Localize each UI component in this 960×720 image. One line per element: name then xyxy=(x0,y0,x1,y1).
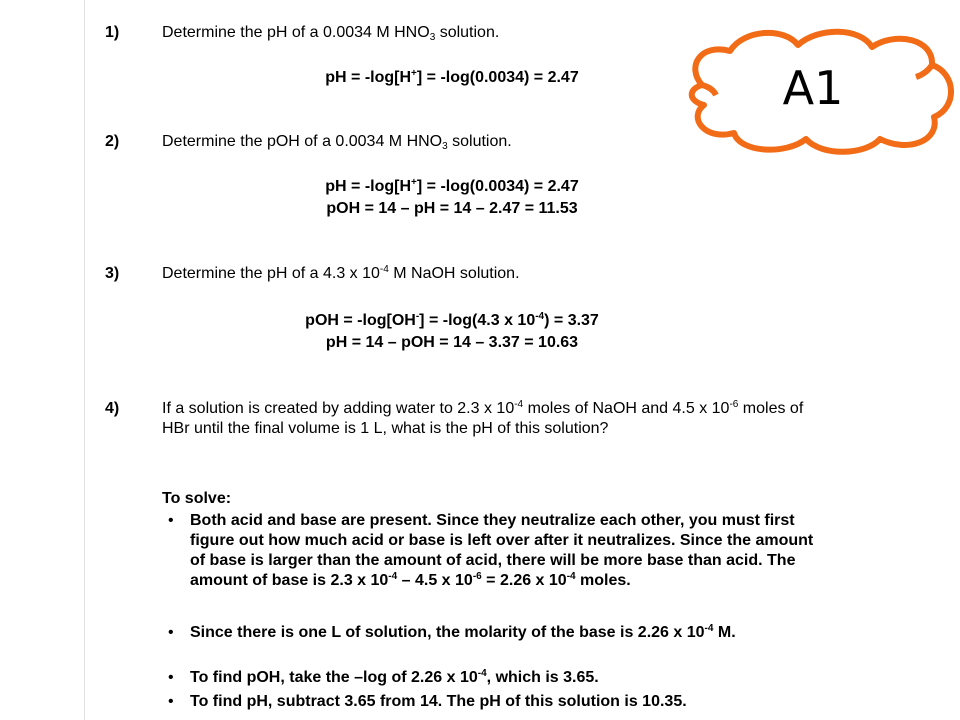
question-1-text: Determine the pH of a 0.0034 M $HNO_3$ solution. xyxy=(162,24,500,43)
question-3-number: 3) xyxy=(105,265,120,282)
bullet-3-text: To find pOH, take the –log of 2.26 x $10^{-4}$, which is 3.65. xyxy=(190,668,599,686)
question-2-number: 2) xyxy=(105,133,120,150)
question-2-answer-line-2: pOH = 14 – pH = 14 – 2.47 = 11.53 xyxy=(326,200,578,217)
badge-label: A1 xyxy=(782,61,844,115)
question-3-answer-line-2: pH = 14 – pOH = 14 – 3.37 = 10.63 xyxy=(325,334,579,351)
question-4-number: 4) xyxy=(105,400,120,417)
question-3-answer-line-1: pOH = -log[OH-] = -log(4.3 x $10^{-4}) = 3.37$ xyxy=(305,311,599,329)
question-4-text: If a solution is created by adding water to 2.3 x $10^{-4}$ moles of NaOH and 4.5 x $10^{-6}$ moles of HBr until the final volume is 1 L, what is the pH of this solution? xyxy=(162,399,804,437)
bullet-1-text: Both acid and base are present. Since they neutralize each other, you must first figure out how much acid or base is left over after it neutralizes. Since the amount of base is larger than the amount of acid, there will be more base than acid. The amount of base is 2.3 x $10^{-4} - 4.5$ x $10^{-6} = 2.26$ x $10^{-4}$ moles. xyxy=(190,512,814,589)
question-2-answer-line-1: pH = -log[H+] = -log(0.0034) = 2.47 xyxy=(325,177,579,195)
bullet-3-marker: • xyxy=(168,669,174,686)
question-1-answer: pH = -log[H+] = -log(0.0034) = 2.47 xyxy=(325,68,579,86)
question-3-text: Determine the pH of a 4.3 x $10^{-4}$ M NaOH solution. xyxy=(162,264,520,282)
bullet-1-marker: • xyxy=(168,512,174,529)
solve-heading: To solve: xyxy=(162,490,232,507)
question-2-text: Determine the pOH of a 0.0034 M $HNO_3$ solution. xyxy=(162,133,512,152)
question-1-number: 1) xyxy=(105,24,120,41)
bullet-2-text: Since there is one L of solution, the molarity of the base is 2.26 x $10^{-4}$ M. xyxy=(190,623,736,641)
bullet-4-text: To find pH, subtract 3.65 from 14. The pH of this solution is 10.35. xyxy=(190,693,687,710)
bullet-2-marker: • xyxy=(168,624,174,641)
bullet-4-marker: • xyxy=(168,693,174,710)
